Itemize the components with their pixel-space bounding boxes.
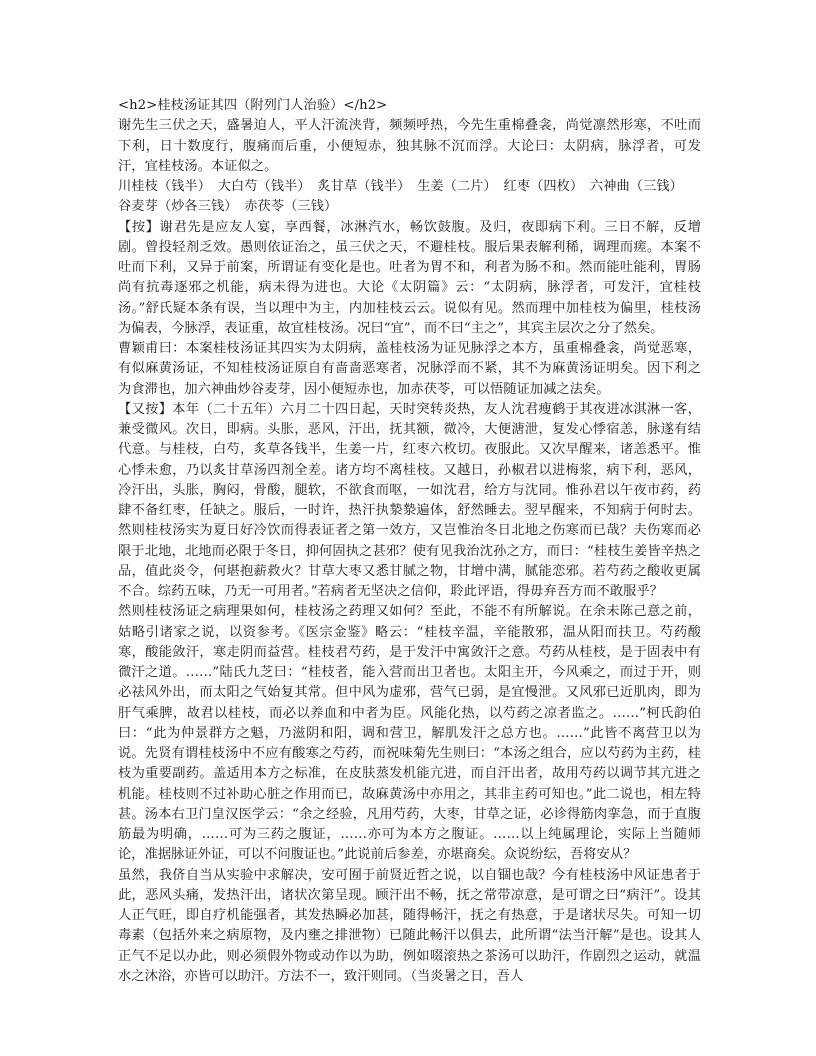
discussion-practice: 虽然，我侪自当从实验中求解决，安可囿于前贤近哲之说，以自锢也哉？今有桂枝汤中风证患者于此，恶风头痛，发热汗出，诸状次第呈现。顾汗出不畅，抚之常带凉意，是可谓之曰“病汗”。设其人正气旺，即自疗机能强者，其发热瞬必加甚，随得畅汗，抚之有热意，于是诸状尽失。可知一切毒素（包括外来之病原物，及内壅之排泄物）已随此畅汗以俱去，此所谓“法当汗解”是也。设其人正气不足以办此，则必须假外物或动作以为助，例如啜滚热之茶汤可以助汗，作剧烈之运动，就温水之沐浴，亦皆可以助汗。方法不一，致汗则同。（当炎暑之日，吾人 <box>118 867 701 984</box>
document-body <box>118 96 701 987</box>
commentary-an: 【按】谢君先是应友人宴，享西餐，冰淋汽水，畅饮鼓腹。及归，夜即病下利。三日不解，反增剧。曾投轻剂乏效。愚则依证治之，虽三伏之天，不避桂枝。服后果表解利稀，调理而瘥。本案不吐而下利，又异于前案，所谓证有变化是也。吐者为胃不和，利者为肠不和。然而能吐能利，胃肠尚有抗毒逐邪之机能，病未得为进也。大论《太阴篇》云：“太阴病，脉浮者，可发汗，宜桂枝汤。”舒氏疑本条有误，当以理中为主，内加桂枝云云。说似有见。然而理中加桂枝为偏里，桂枝汤为偏表，今脉浮，表证重，故宜桂枝汤。况曰“宜”，而不曰“主之”，其宾主层次之分了然矣。 <box>118 219 701 336</box>
discussion-theory: 然则桂枝汤证之病理果如何，桂枝汤之药理又如何？至此，不能不有所解说。在余未陈己意之前，姑略引诸家之说，以资参考。《医宗金鉴》略云：“桂枝辛温，辛能散邪，温从阳而扶卫。芍药酸寒，酸能敛汗，寒走阴而益营。桂枝君芍药，是于发汗中寓敛汗之意。芍药从桂枝，是于固表中有微汗之道。……”陆氏九芝曰：“桂枝者，能入营而出卫者也。太阳主开，今风乘之，而过于开，则必祛风外出，而太阳之气始复其常。但中风为虚邪，营气已弱，是宜慢泄。又风邪已近肌肉，即为肝气乘脾，故君以桂枝，而必以养血和中者为臣。风能化热，以芍药之凉者监之。……”柯氏韵伯曰：“此为仲景群方之魁，乃滋阴和阳，调和营卫，解肌发汗之总方也。……”此皆不离营卫以为说。先贤有谓桂枝汤中不应有酸寒之芍药，而祝味菊先生则曰：“本汤之组合，应以芍药为主药，桂枝为重要副药。盖适用本方之标准，在皮肤蒸发机能亢进，而自汗出者，故用芍药以调节其亢进之机能。桂枝则不过补助心脏之作用而已，故麻黄汤中亦用之，其非主药可知也。”此二说也，相左特甚。汤本右卫门皇汉医学云：“余之经验，凡用芍药，大枣，甘草之证，必诊得筋肉挛急，而于直腹筋最为明确，……可为三药之腹证，……亦可为本方之腹证。……以上纯属理论，实际上当随师论，准据脉证外证，可以不问腹证也。”此说前后参差，亦堪商矣。众说纷纭，吾将安从？ <box>118 604 701 863</box>
document-title: <h2>桂枝汤证其四（附列门人治验）</h2> <box>118 98 388 113</box>
prescription: 川桂枝（钱半） 大白芍（钱半） 炙甘草（钱半） 生姜（二片） 红枣（四枚） 六神曲（三钱） 谷麦芽（炒各三钱） 赤茯苓（三钱） <box>118 179 690 215</box>
case-description: 谢先生三伏之天，盛暑迫人，平人汗流浃背，频频呼热，今先生重棉叠衾，尚觉凛然形寒，不吐而下利，日十数度行，腹痛而后重，小便短赤，独其脉不沉而浮。大论曰：太阴病，脉浮者，可发汗，宜桂枝汤。本证似之。 <box>118 118 701 174</box>
commentary-you-an: 【又按】本年（二十五年）六月二十四日起，天时突转炎热，友人沈君瘦鹤于其夜进冰淇淋一客，兼受微风。次日，即病。头胀，恶风，汗出，抚其额，微冷，大便溏泄，复发心悸宿恙，脉遂有结代意。与桂枝，白芍，炙草各钱半，生姜一片，红枣六枚切。夜服此。又次早醒来，诸恙悉平。惟心悸未愈，乃以炙甘草汤四剂全差。诸方均不离桂枝。又越日，孙椒君以进梅浆，病下利，恶风，冷汗出，头胀，胸闷，骨酸，腿软，不欲食而呕，一如沈君，给方与沈同。惟孙君以午夜市药，药肆不备红枣，任缺之。服后，一时许，热汗执漐漐遍体，舒然睡去。翌早醒来，不知病于何时去。然则桂枝汤实为夏日好冷饮而得表证者之第一效方，又岂惟治冬日北地之伤寒而已哉？夫伤寒而必限于北地，北地而必限于冬日，抑何固执之甚邪？使有见我治沈孙之方，而曰：“桂枝生姜皆辛热之品，值此炎令，何堪抱薪救火？甘草大枣又悉甘腻之物，甘增中满，腻能恋邪。若芍药之酸收更属不合。综药五味，乃无一可用者。”若病者无坚决之信仰，聆此评语，得毋弃吾方而不敢服乎？ <box>118 401 701 599</box>
commentary-cao: 曹颖甫曰：本案桂枝汤证其四实为太阴病，盖桂枝汤为证见脉浮之本方，虽重棉叠衾，尚觉恶寒，有似麻黄汤证，不知桂枝汤证原自有啬啬恶寒者，况脉浮而不紧，其不为麻黄汤证明矣。因下利之为食滞也，加六神曲炒谷麦芽，因小便短赤也，加赤茯苓，可以悟随证加减之法矣。 <box>118 341 701 397</box>
